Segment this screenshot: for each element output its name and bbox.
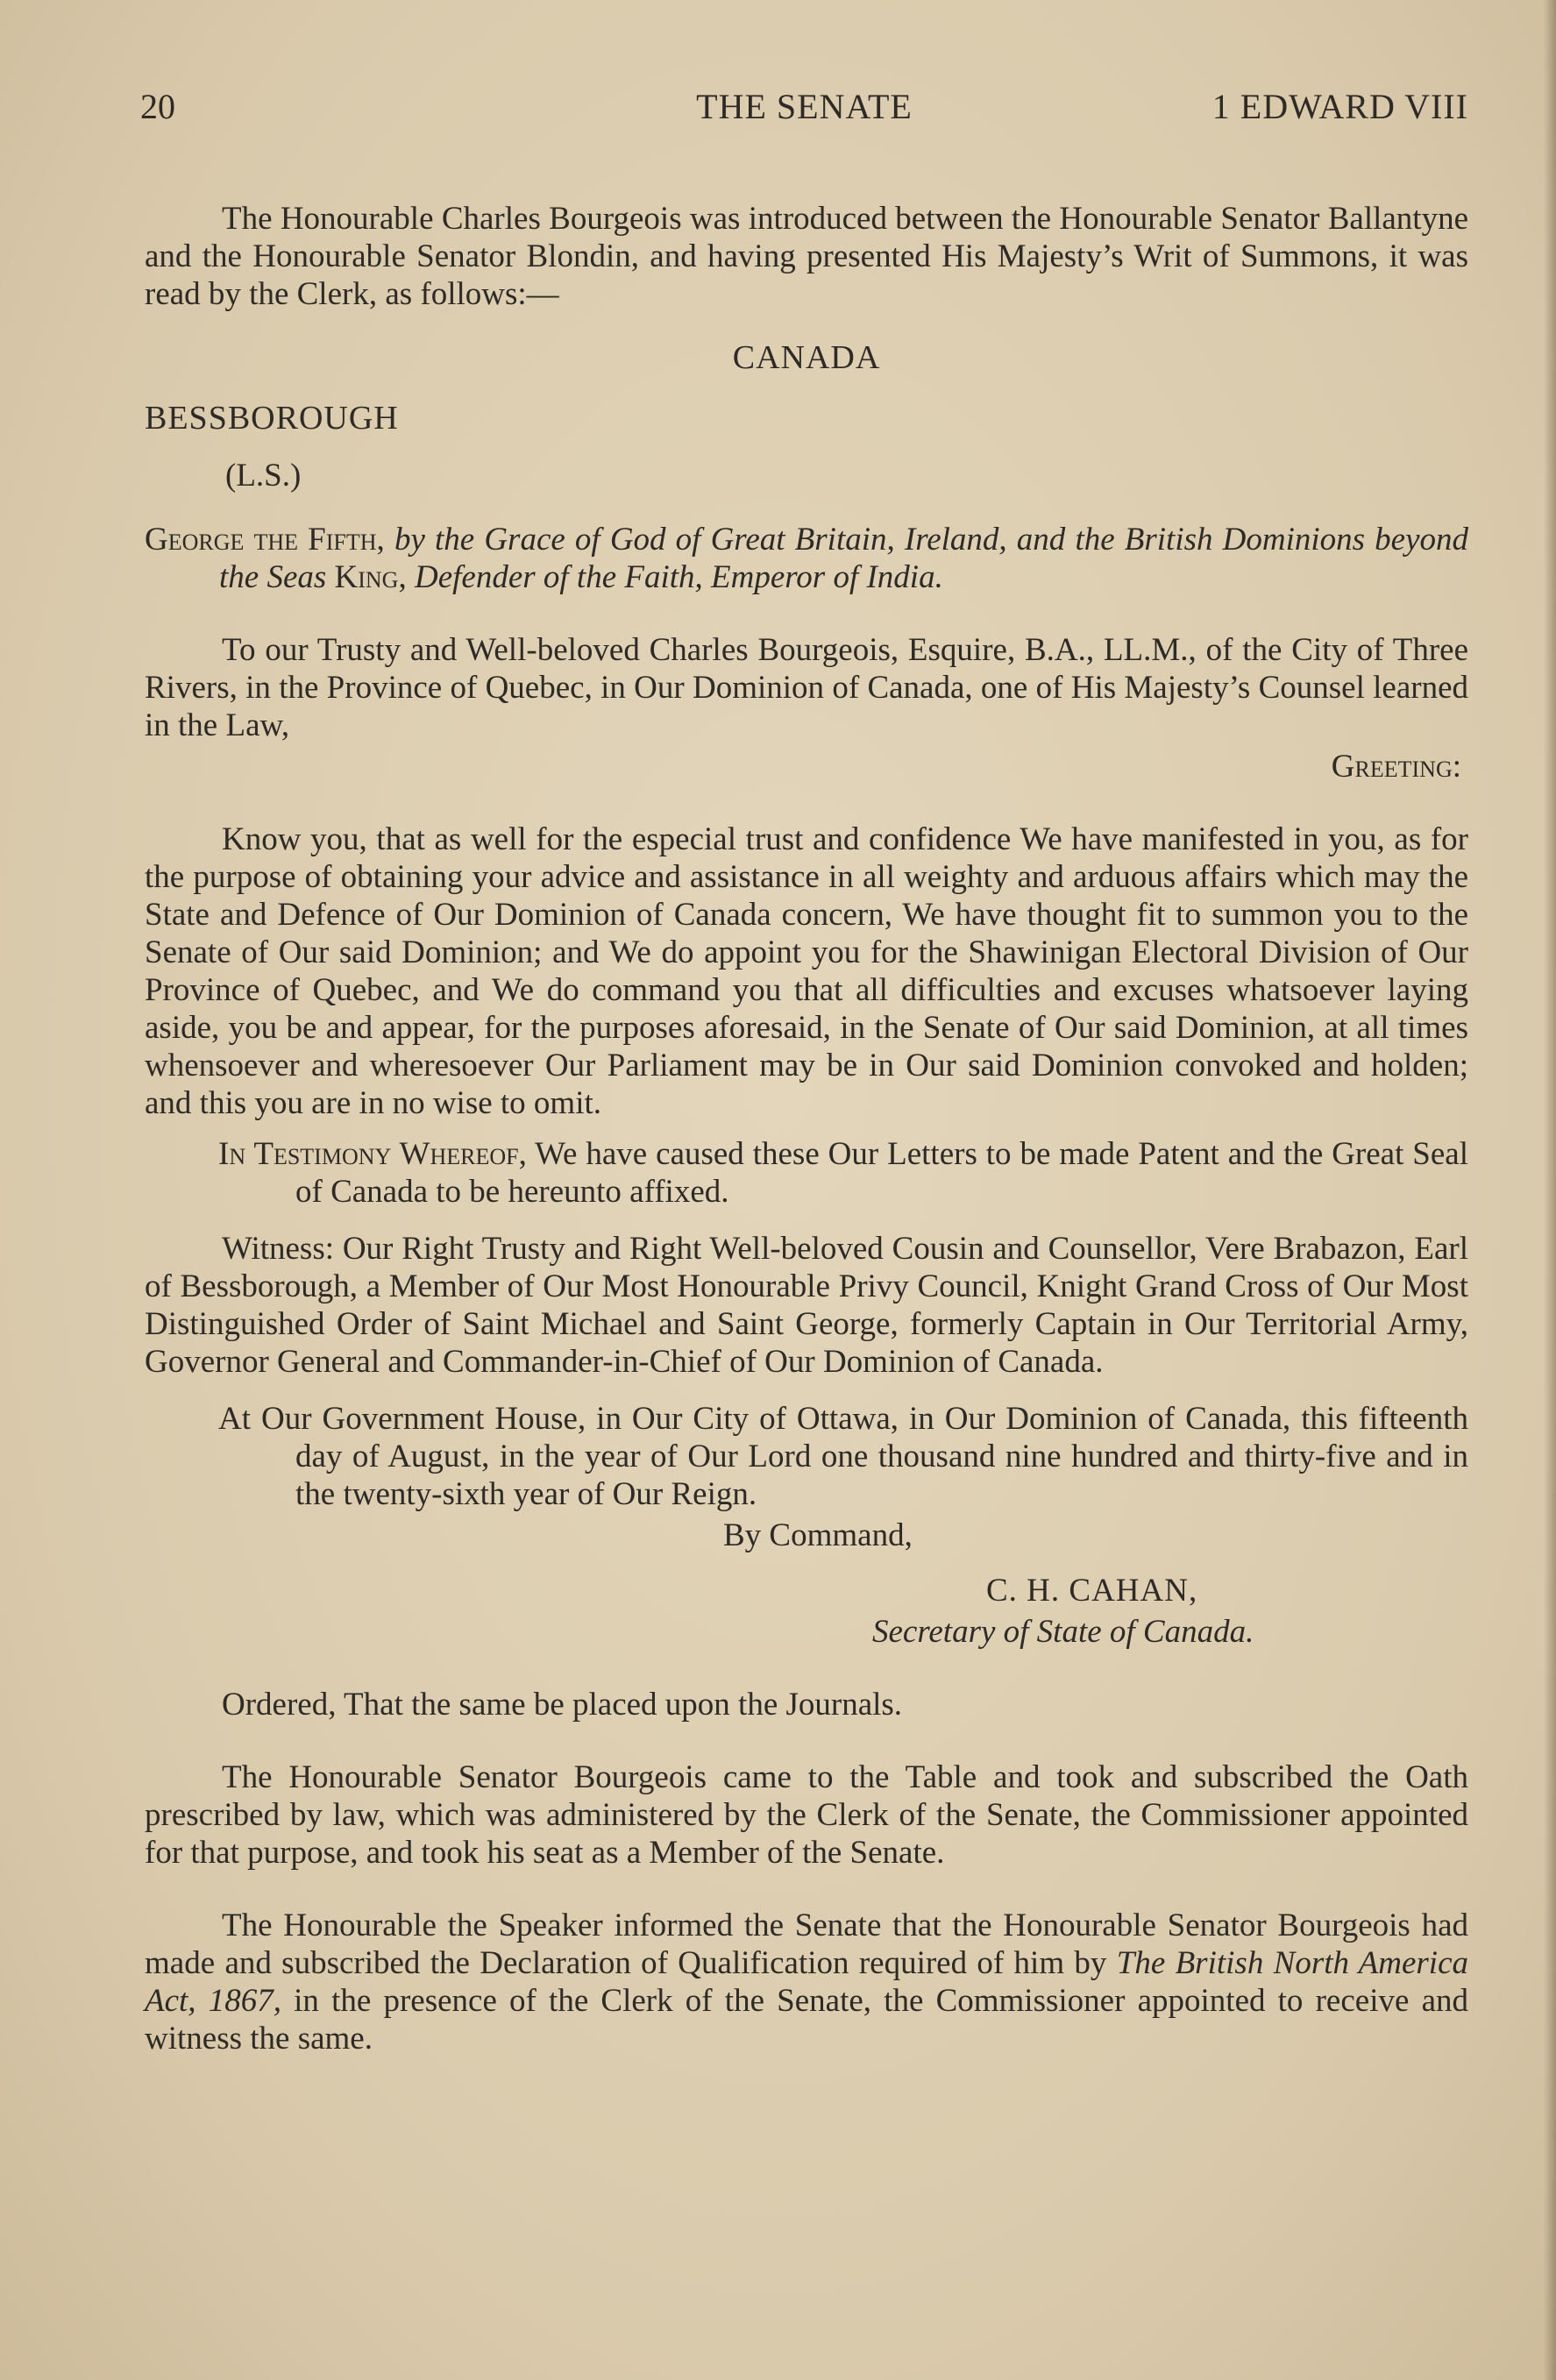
signatory-name: C. H. CAHAN,: [986, 1573, 1198, 1609]
testimony-paragraph: [145, 1135, 1468, 1211]
witness-paragraph: Witness: Our Right Trusty and Right Well-beloved Cousin and Counsellor, Vere Brabazon, Earl of Bessborough, a Member of Our Most Honourable Privy Council, Knight Grand Cross of Our Most Distinguished Order of Saint Michael and Saint George, formerly Captain in Our Territorial Army, Governor General and Commander-in-Chief of Our Dominion of Canada.: [145, 1231, 1468, 1380]
bessborough-label: BESSBOROUGH: [145, 400, 399, 437]
speaker-act: The British North America Act, 1867,: [145, 1945, 1468, 2019]
running-header: [140, 86, 1468, 139]
greeting: Greeting:: [1331, 749, 1461, 785]
signatory-title: Secretary of State of Canada.: [872, 1614, 1254, 1650]
ordered-paragraph: Ordered, That the same be placed upon the Journals.: [222, 1687, 903, 1723]
page-number: 20: [140, 87, 175, 126]
page-body: [145, 200, 1468, 2057]
government-house-paragraph: At Our Government House, in Our City of Ottawa, in Our Dominion of Canada, this fifteenth day of August, in the year of Our Lord one thousand nine hundred and thirty-five and in the twenty-sixth year of Our Reign.: [218, 1401, 1468, 1512]
to-our-paragraph: To our Trusty and Well-beloved Charles Bourgeois, Esquire, B.A., LL.M., of the City of Three Rivers, in the Province of Quebec, in Our Dominion of Canada, one of His Majesty’s Counsel learned in the Law,: [145, 632, 1468, 743]
seal-label: (L.S.): [225, 458, 302, 494]
header-title: THE SENATE: [696, 87, 913, 126]
oath-paragraph: The Honourable Senator Bourgeois came to the Table and took and subscribed the Oath prescribed by law, which was administered by the Clerk of the Senate, the Commissioner appointed for that purpose, and took his seat as a Member of the Senate.: [145, 1759, 1468, 1871]
testimony-lead: In Testimony Whereof,: [218, 1136, 527, 1172]
header-session: 1 EDWARD VIII: [1211, 87, 1468, 126]
george-king: King,: [334, 559, 407, 595]
by-command: By Command,: [723, 1517, 913, 1553]
speaker-before: The Honourable the Speaker informed the Senate that the Honourable Senator Bourgeois had made and subscribed the Declaration of Qualification required of him by: [145, 1908, 1468, 1981]
know-you-paragraph: Know you, that as well for the especial trust and confidence We have manifested in you, as for the purpose of obtaining your advice and assistance in all weighty and arduous affairs which may the State and Defence of Our Dominion of Canada concern, We have thought fit to summon you to the Senate of Our said Dominion; and We do appoint you for the Shawinigan Electoral Division of Our Province of Quebec, and We do command you that all difficulties and excuses whatsoever laying aside, you be and appear, for the purposes aforesaid, in the Senate of Our said Dominion, at all times whensoever and wheresoever Our Parliament may be in Our said Dominion convoked and holden; and this you are in no wise to omit.: [145, 821, 1468, 1121]
george-grace: by the Grace of God of Great Britain, Ireland, and the British Dominions beyond the Seas: [219, 522, 1469, 595]
canada-heading: CANADA: [732, 339, 881, 376]
intro-paragraph: The Honourable Charles Bourgeois was introduced between the Honourable Senator Ballantyne and the Honourable Senator Blondin, and having presented His Majesty’s Writ of Summons, it was read by the Clerk, as follows:—: [145, 201, 1468, 312]
testimony-rest: We have caused these Our Letters to be made Patent and the Great Seal of Canada to be hereunto affixed.: [295, 1136, 1468, 1210]
speaker-after: in the presence of the Clerk of the Senate, the Commissioner appointed to receive and witness the same.: [145, 1983, 1468, 2057]
george-defender: Defender of the Faith, Emperor of India.: [414, 559, 943, 595]
george-title: George the Fifth,: [145, 522, 385, 558]
george-paragraph: [145, 521, 1468, 596]
speaker-paragraph: [145, 1907, 1468, 2057]
